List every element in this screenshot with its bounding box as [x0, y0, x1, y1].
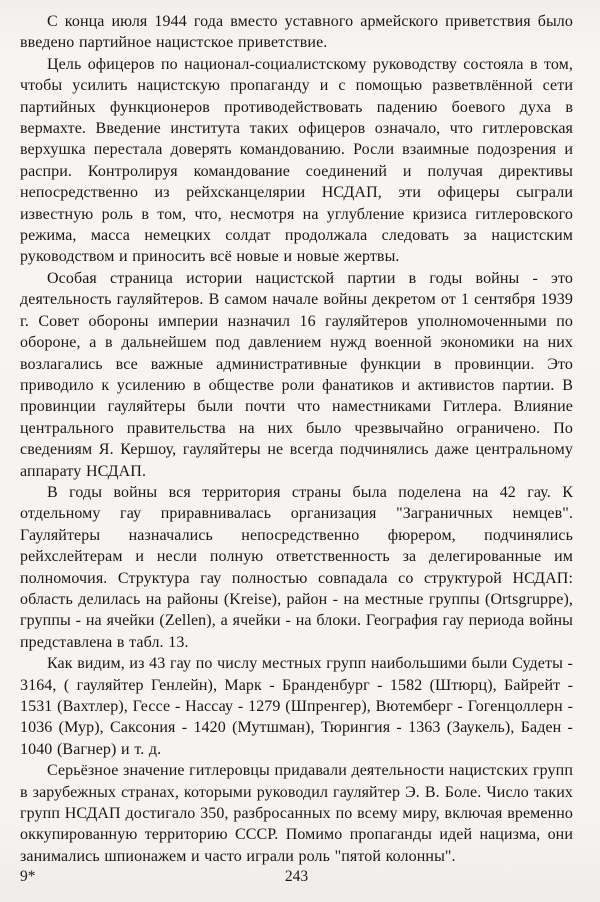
signature-mark: 9*	[20, 868, 36, 885]
paragraph-gauleiters-wartime: Особая страница истории нацистской партии в годы войны - это деятельность гауляйтеров. В самом начале войны декретом от 1 сентября 1939 г. Совет обороны империи назначил 16 гауляйтеров уполномоченными по обороне, а в дальнейшем под давлением нужд военной экономики на них возлагались все важные административные функции в провинции. Это приводило к усилению в обществе роли фанатиков и активистов партии. В провинции гауляйтеры были почти что наместниками Гитлера. Влияние центрального правительства на них было чрезвычайно ограничено. По сведениям Я. Кершоу, гауляйтеры не всегда подчинялись даже центральному аппарату НСДАП.	[20, 269, 573, 480]
page-footer	[20, 866, 573, 886]
paragraph-army-greeting: С конца июля 1944 года вместо уставного армейского приветствия было введено партийное нацистское приветствие.	[20, 13, 573, 52]
paragraph-foreign-groups: Серьёзное значение гитлеровцы придавали деятельности нацистских групп в зарубежных странах, которыми руководил гауляйтер Э. В. Боле. Число таких групп НСДАП достигало 350, разбросанных по всему миру, включая временно оккупированную территорию СССР. Помимо пропаганды идей нацизма, они занимались шпионажем и часто играли роль "пятой колонны".	[20, 762, 573, 865]
page-number: 243	[284, 868, 309, 885]
paragraph-nsfo-officers: Цель офицеров по национал-социалистскому руководству состояла в том, чтобы усилить нацистскую пропаганду и с помощью разветвлённой сети партийных функционеров противодействовать падению боевого духа в вермахте. Введение института таких офицеров означало, что гитлеровская верхушка перестала доверять командованию. Росли взаимные подозрения и распри. Контролируя командование соединений и получая директивы непосредственно из рейхсканцелярии НСДАП, эти офицеры сыграли известную роль в том, что, несмотря на углубление кризиса гитлеровского режима, масса немецких солдат продолжала следовать за нацистским руководством и приносить всё новые и новые жертвы.	[20, 55, 573, 266]
paragraph-gau-statistics: Как видим, из 43 гау по числу местных групп наибольшими были Судеты - 3164, ( гауляйтер Генлейн), Марк - Бранденбург - 1582 (Штюрц), Байрейт - 1531 (Вахтлер), Гессе - Нассау - 1279 (Шпренгер), Вютемберг - Гогенцоллерн - 1036 (Мур), Саксония - 1420 (Мутшман), Тюрингия - 1363 (Заукель), Баден - 1040 (Вагнер) и т. д.	[20, 655, 573, 758]
paragraph-gau-structure: В годы войны вся территория страны была поделена на 42 гау. К отдельному гау приравнивалась организация "Заграничных немцев". Гауляйтеры назначались непосредственно фюрером, подчинялись рейхслейтерам и несли полную ответственность за делегированные им полномочия. Структура гау полностью совпадала со структурой НСДАП: область делилась на районы (Kreise), район - на местные группы (Ortsgruppe), группы - на ячейки (Zellen), а ячейки - на блоки. География гау периода войны представлена в табл. 13.	[20, 483, 573, 651]
page-text-block	[20, 11, 573, 867]
